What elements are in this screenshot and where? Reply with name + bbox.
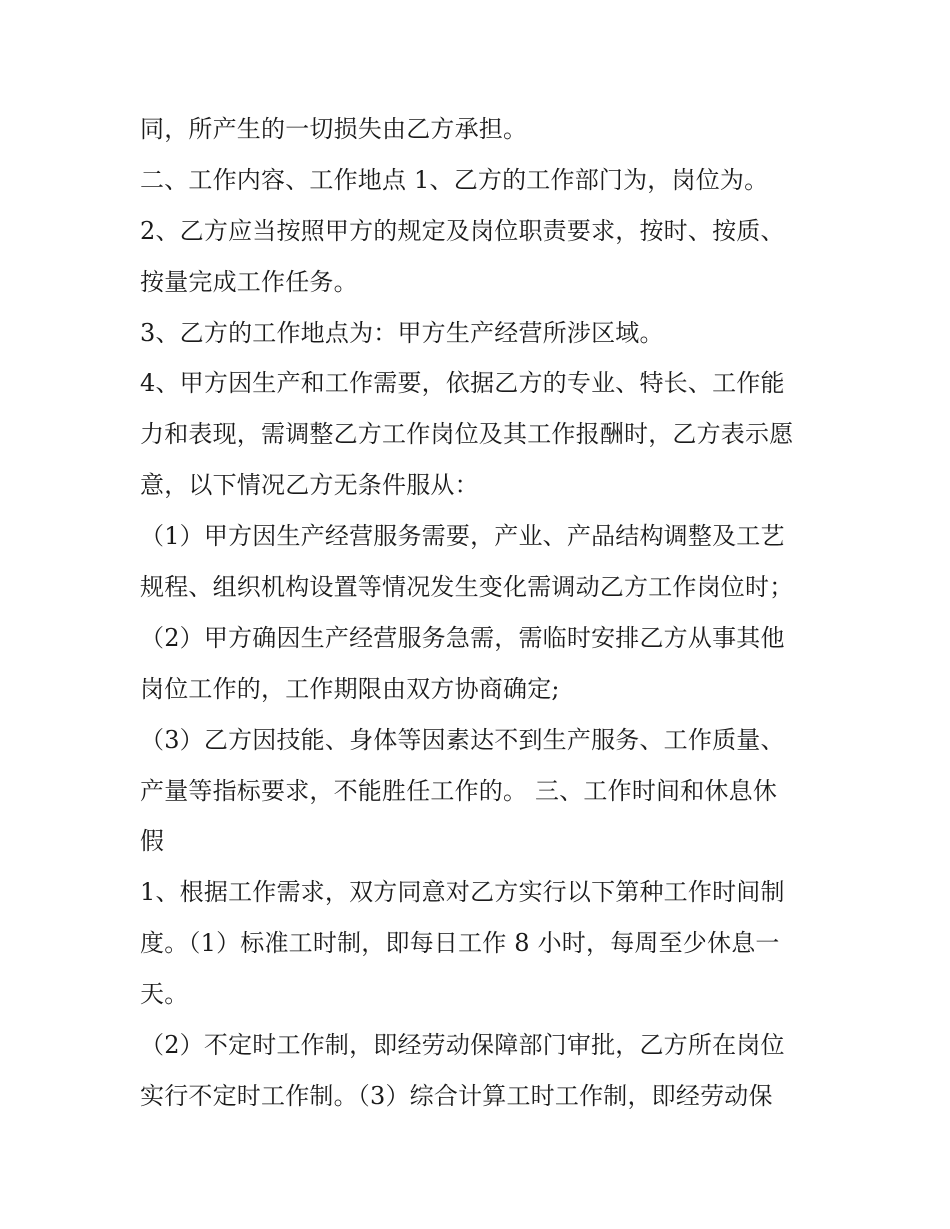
text-line: 岗位工作的，工作期限由双方协商确定; [140,674,560,703]
text-line: （2）不定时工作制，即经劳动保障部门审批，乙方所在岗位 [140,1031,785,1060]
text-line: 二、工作内容、工作地点 1、乙方的工作部门为，岗位为。 [140,165,769,194]
text-line: 2、乙方应当按照甲方的规定及岗位职责要求，按时、按质、 [140,216,785,245]
text-line: 3、乙方的工作地点为：甲方生产经营所涉区域。 [140,318,664,347]
text-line: 按量完成工作任务。 [140,267,358,296]
text-line: （1）甲方因生产经营服务需要，产业、产品结构调整及工艺 [140,522,785,551]
contract-text-body [140,104,830,1122]
text-line: 4、甲方因生产和工作需要，依据乙方的专业、特长、工作能 [140,369,785,398]
text-line: （2）甲方确因生产经营服务急需，需临时安排乙方从事其他 [140,623,785,652]
text-line: 产量等指标要求，不能胜任工作的。 三、工作时间和休息休 [140,776,778,805]
text-line: 规程、组织机构设置等情况发生变化需调动乙方工作岗位时； [140,573,794,602]
text-line: 力和表现，需调整乙方工作岗位及其工作报酬时，乙方表示愿 [140,420,794,449]
text-line: 实行不定时工作制。（3）综合计算工时工作制，即经劳动保 [140,1081,773,1110]
text-line: 同，所产生的一切损失由乙方承担。 [140,115,528,143]
text-line: 意，以下情况乙方无条件服从： [140,471,479,500]
text-line: 天。 [140,980,189,1009]
text-line: （3）乙方因技能、身体等因素达不到生产服务、工作质量、 [140,725,785,754]
text-line: 假 [140,827,165,856]
text-line: 度。（1）标准工时制，即每日工作 8 小时，每周至少休息一 [140,929,780,958]
text-line: 1、根据工作需求，双方同意对乙方实行以下第种工作时间制 [140,878,785,907]
